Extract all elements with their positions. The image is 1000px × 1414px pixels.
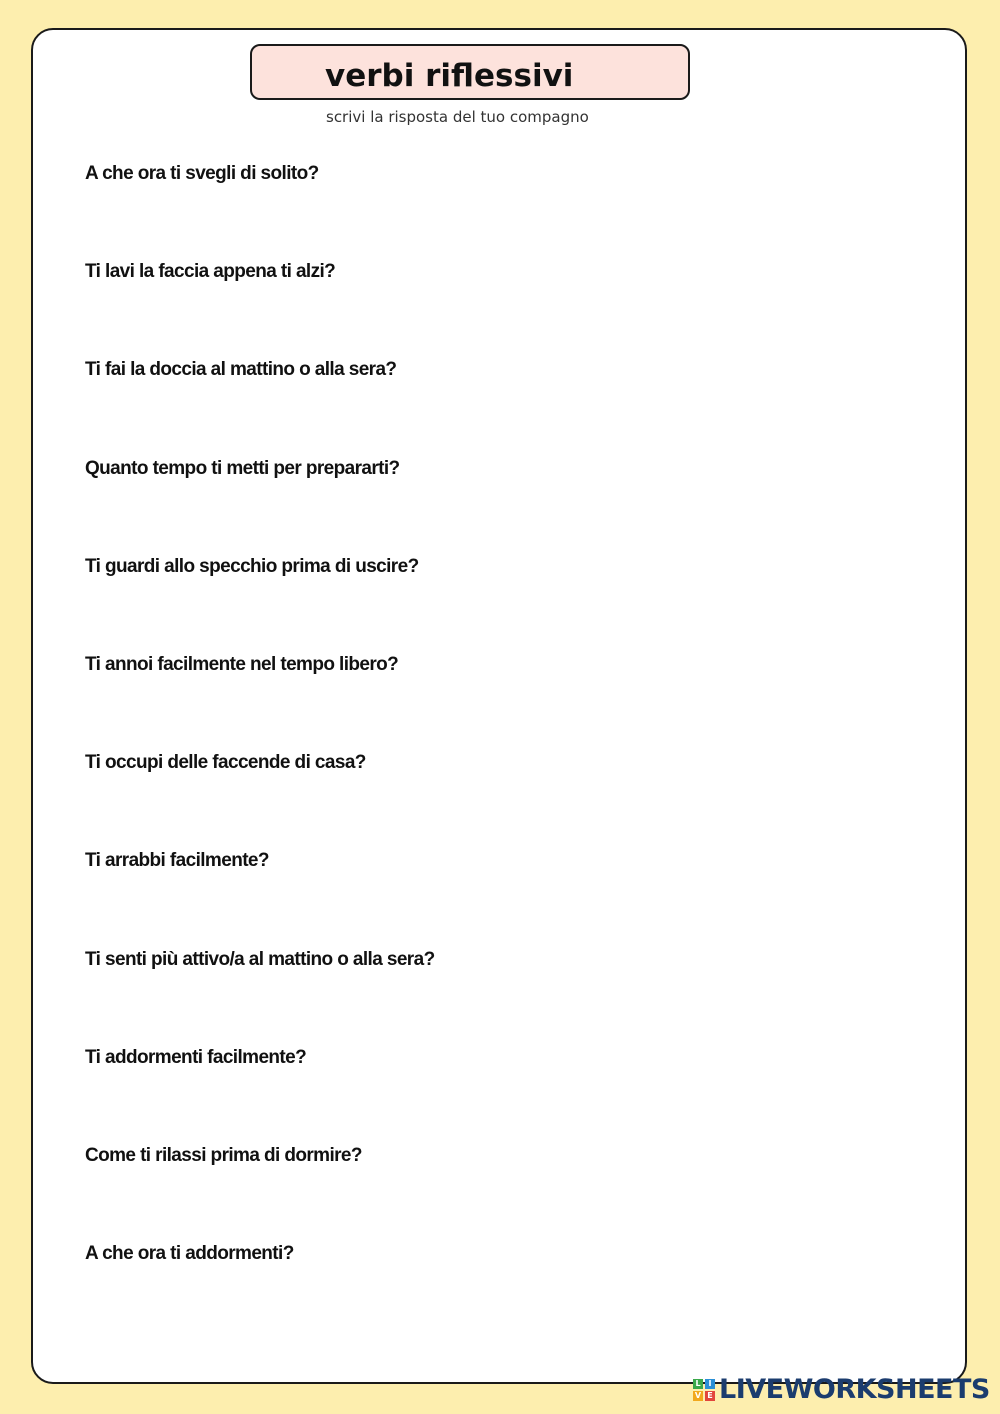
title-box: [250, 44, 690, 100]
liveworksheets-logo-icon: [693, 1379, 715, 1401]
logo-letter: I: [705, 1379, 715, 1389]
question-item: Ti fai la doccia al mattino o alla sera?: [85, 359, 397, 381]
logo-letter: L: [693, 1379, 703, 1389]
question-item: Ti guardi allo specchio prima di uscire?: [85, 555, 419, 577]
question-item: Ti arrabbi facilmente?: [85, 850, 269, 872]
question-item: Come ti rilassi prima di dormire?: [85, 1144, 362, 1166]
question-item: A che ora ti svegli di solito?: [85, 163, 319, 184]
logo-letter: V: [694, 1391, 702, 1400]
question-item: A che ora ti addormenti?: [85, 1243, 294, 1265]
logo-letter: E: [705, 1391, 715, 1401]
liveworksheets-watermark: [693, 1376, 990, 1404]
question-list: [85, 160, 435, 1338]
page-title: verbi riflessivi: [325, 58, 574, 94]
question-item: Ti lavi la faccia appena ti alzi?: [85, 261, 336, 283]
question-item: Quanto tempo ti metti per prepararti?: [85, 457, 400, 479]
question-item: Ti occupi delle faccende di casa?: [85, 752, 366, 774]
question-item: Ti addormenti facilmente?: [85, 1046, 307, 1068]
page-subtitle: scrivi la risposta del tuo compagno: [326, 108, 589, 126]
question-item: Ti annoi facilmente nel tempo libero?: [85, 653, 399, 675]
watermark-text: LIVEWORKSHEETS: [719, 1374, 990, 1405]
question-item: Ti senti più attivo/a al mattino o alla sera?: [85, 948, 435, 970]
